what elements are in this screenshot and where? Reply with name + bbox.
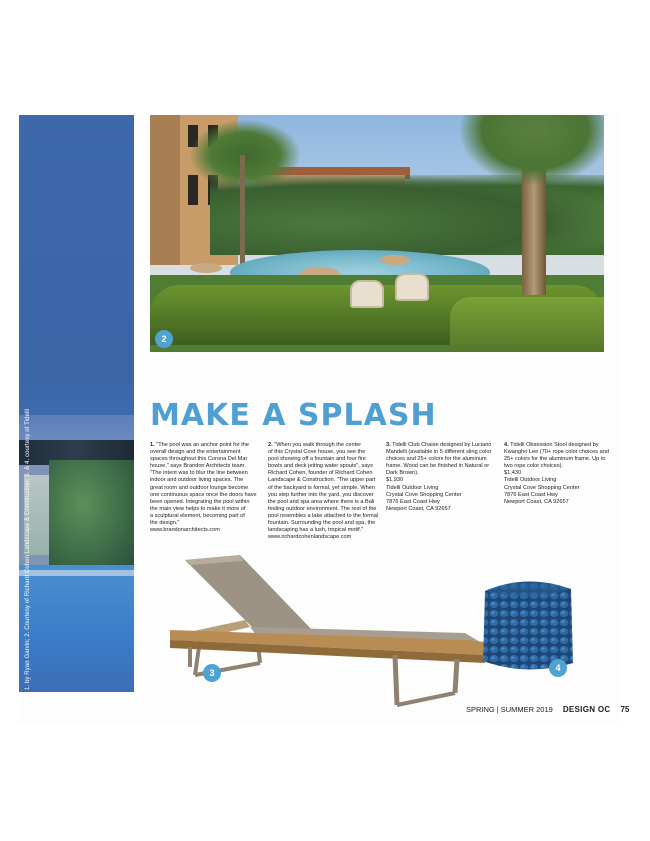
article-line	[268, 492, 380, 499]
article-line	[504, 470, 616, 477]
article-column-2	[268, 442, 380, 541]
pool-photo-strip	[19, 115, 134, 692]
article-line	[386, 449, 498, 456]
lounge-chair	[350, 280, 384, 308]
article-text: choices and 25+ colors for the aluminum	[386, 456, 487, 463]
photo-credit: 1. by Ryan Garvin; 2. Courtesy of Richard Cohen Landscape & Construction; 3. & 4. courtesy of Tidelli	[25, 408, 31, 690]
article-text: the pool and spa area where there is a Bali	[268, 498, 375, 505]
article-line	[150, 470, 262, 477]
article-line	[150, 527, 262, 534]
article-line	[150, 513, 262, 520]
article-line	[268, 456, 380, 463]
article-line	[268, 499, 380, 506]
article-line	[268, 477, 380, 484]
article-text: one continuous space once the doors have	[150, 491, 257, 498]
article-line	[150, 485, 262, 492]
article-text: of this Crystal Cove house, you see the	[268, 449, 366, 456]
article-text: Landscape & Construction. "The upper part	[268, 477, 376, 484]
article-column-3	[386, 442, 498, 513]
article-text: Tidelli Outdoor Living	[386, 484, 439, 491]
article-text: overall design and the entertainment	[150, 449, 241, 456]
article-text: 7876 East Coast Hwy	[504, 491, 558, 498]
article-line	[268, 520, 380, 527]
article-line	[386, 506, 498, 513]
item-number: 1.	[150, 442, 155, 448]
side-hedge	[450, 297, 604, 352]
article-text: Richard Cohen, founder of Richard Cohen	[268, 470, 373, 477]
lounge-chair	[395, 273, 429, 301]
article-line	[386, 463, 498, 470]
article-text: pool showing off a fountain and four fire	[268, 456, 366, 463]
article-line	[386, 442, 498, 449]
article-line	[386, 499, 498, 506]
article-line	[268, 485, 380, 492]
article-line	[504, 449, 616, 456]
article-column-1	[150, 442, 262, 534]
article-text: www.richardcohenlandscape.com	[268, 534, 352, 541]
article-line	[150, 520, 262, 527]
photo-number-badge: 2	[155, 330, 173, 348]
chaise-number-badge: 3	[209, 668, 215, 678]
article-text: Newport Coast, CA 92657	[504, 498, 569, 505]
article-text: fountain. Surrounding the pool and spa, the	[268, 520, 376, 527]
article-line	[268, 513, 380, 520]
article-column-4	[504, 442, 616, 506]
article-text: a sculptural element, becoming part of	[150, 512, 245, 519]
article-text: Mandelli (available in 5 different sling color	[386, 449, 492, 456]
article-text: great room and outdoor lounge become	[150, 484, 249, 491]
article-line	[386, 456, 498, 463]
article-text: Crystal Cove Shopping Center	[504, 484, 580, 491]
article-text: Newport Coast, CA 92657	[386, 505, 451, 512]
article-line	[268, 463, 380, 470]
article-line	[386, 492, 498, 499]
fountain-bowl	[190, 263, 222, 273]
article-text: you step further into the yard, you discover	[268, 491, 374, 498]
chaise-backrest	[185, 555, 315, 640]
page-footer	[466, 702, 629, 716]
article-text: indoor and outdoor living spaces. The	[150, 477, 244, 484]
article-line	[150, 499, 262, 506]
article-text: "The pool was an anchor point for the	[156, 442, 250, 448]
article-line	[504, 477, 616, 484]
footer-season: SPRING	[466, 704, 495, 714]
article-line	[150, 506, 262, 513]
article-line	[268, 442, 380, 449]
article-text: the design."	[150, 520, 180, 527]
article-line	[268, 470, 380, 477]
article-text: been opened. Integrating the pool within	[150, 498, 250, 505]
article-text: Kwangho Lee (70+ rope color choices and	[504, 449, 609, 456]
article-line	[504, 485, 616, 492]
article-text: frame. Wood can be finished in Natural or	[386, 463, 490, 470]
article-text: 7876 East Coast Hwy	[386, 498, 440, 505]
article-line	[150, 463, 262, 470]
article-text: "When you walk through the center	[274, 442, 362, 448]
footer-issue: SUMMER 2019	[500, 704, 553, 714]
article-text: feeling outdoor environment. The rest of the	[268, 505, 377, 512]
article-text: bowls and deck jetting water spouts", says	[268, 463, 373, 470]
page-number: 75	[620, 704, 630, 714]
article-line	[150, 442, 262, 449]
article-text: Tidelli Club Chaise designed by Luciano	[392, 442, 492, 448]
article-text: of the backyard is formal, yet simple. When	[268, 484, 375, 491]
article-line	[150, 449, 262, 456]
garden-fountain-photo	[150, 115, 604, 352]
article-text: two rope color choices).	[504, 463, 564, 470]
ottoman-number-badge: 4	[555, 663, 561, 673]
article-text: Tidelli Outdoor Living	[504, 477, 557, 484]
article-text: www.brandonarchitects.com	[150, 527, 220, 534]
article-text: Tidelli Obsession Stool designed by	[510, 442, 599, 448]
infinity-pool	[19, 565, 134, 692]
footer-brand: DESIGN OC	[562, 704, 611, 714]
article-line	[504, 499, 616, 506]
article-text: Dark Brown).	[386, 470, 419, 477]
fountain-bowl	[380, 255, 410, 265]
page-headline: MAKE A SPLASH	[150, 398, 437, 433]
article-line	[268, 506, 380, 513]
palm-crown	[190, 120, 300, 190]
article-text: "The intent was to blur the line between	[150, 470, 248, 477]
article-line	[504, 492, 616, 499]
article-text: pool resembles a lake attached to the formal	[268, 512, 379, 519]
item-number: 4.	[504, 442, 509, 448]
article-text: $1,430	[504, 470, 522, 477]
article-text: the main view helps to make it more of	[150, 505, 246, 512]
article-line	[386, 485, 498, 492]
pool-edge	[19, 570, 134, 576]
article-line	[504, 456, 616, 463]
house-window	[188, 175, 198, 205]
article-line	[150, 492, 262, 499]
article-line	[386, 477, 498, 484]
article-line	[504, 463, 616, 470]
article-text: spaces throughout this Corona Del Mar	[150, 456, 248, 463]
article-text: $1,930	[386, 477, 404, 484]
article-line	[268, 527, 380, 534]
article-line	[268, 534, 380, 541]
garden-hedge	[49, 460, 134, 570]
article-line	[150, 477, 262, 484]
item-number: 3.	[386, 442, 391, 448]
rope-ottoman-image	[479, 573, 577, 678]
article-text: house," says Brandon Architects team.	[150, 463, 246, 470]
chaise-lounge-image	[165, 555, 500, 715]
article-line	[386, 470, 498, 477]
item-number: 2.	[268, 442, 273, 448]
article-text: 25+ colors for the aluminum frame. Up to	[504, 456, 606, 463]
article-line	[268, 449, 380, 456]
article-line	[150, 456, 262, 463]
article-text: Crystal Cove Shopping Center	[386, 491, 462, 498]
footer-separator: |	[496, 704, 499, 714]
article-text: landscaping has a lush, tropical motif."	[268, 527, 364, 534]
article-line	[504, 442, 616, 449]
